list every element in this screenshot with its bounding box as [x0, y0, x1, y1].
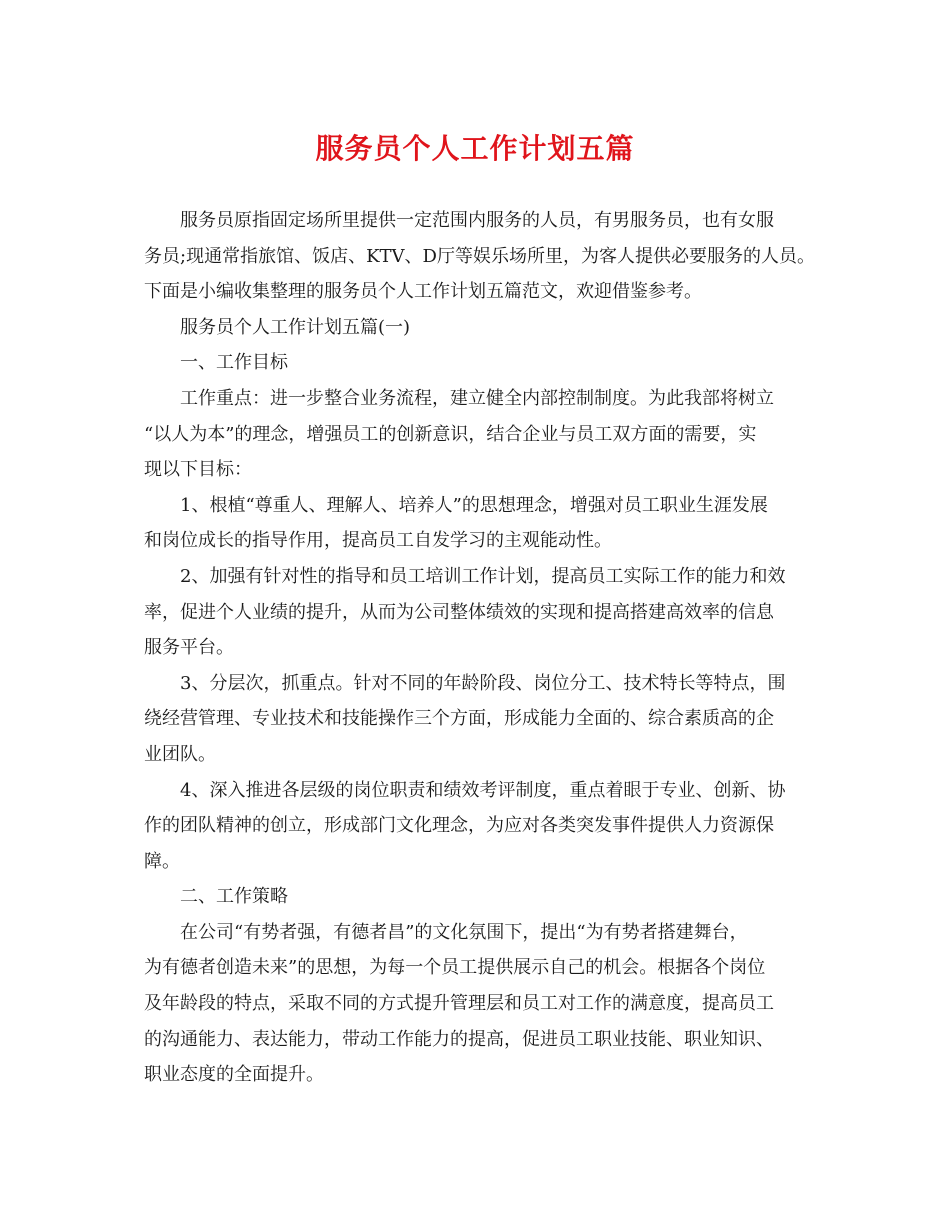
paragraph-line: 1、根植“尊重人、理解人、培养人”的思想理念，增强对员工职业生涯发展	[180, 494, 768, 516]
paragraph-line: 一、工作目标	[180, 352, 288, 374]
paragraph-line: 服务平台。	[144, 637, 234, 659]
paragraph-line: 的沟通能力、表达能力，带动工作能力的提高，促进员工职业技能、职业知识、	[144, 1028, 774, 1050]
paragraph	[144, 381, 819, 488]
paragraph-line: 绕经营管理、专业技术和技能操作三个方面，形成能力全面的、综合素质高的企	[144, 708, 774, 730]
paragraph-line: 障。	[144, 850, 180, 872]
paragraph-line: 现以下目标：	[144, 459, 252, 481]
paragraph-line: 及年龄段的特点，采取不同的方式提升管理层和员工对工作的满意度，提高员工	[144, 993, 774, 1015]
paragraph-line: 下面是小编收集整理的服务员个人工作计划五篇范文，欢迎借鉴参考。	[144, 281, 702, 303]
document-title: 服务员个人工作计划五篇	[315, 132, 635, 165]
document-body	[144, 203, 819, 1093]
paragraph-line: 业团队。	[144, 743, 216, 765]
paragraph-line: 2、加强有针对性的指导和员工培训工作计划，提高员工实际工作的能力和效	[180, 565, 786, 587]
paragraph	[144, 559, 819, 666]
paragraph-line: 工作重点：进一步整合业务流程，建立健全内部控制制度。为此我部将树立	[180, 387, 774, 409]
paragraph-line: 和岗位成长的指导作用，提高员工自发学习的主观能动性。	[144, 530, 612, 552]
paragraph	[144, 773, 819, 880]
paragraph	[144, 488, 819, 559]
paragraph-line: 率，促进个人业绩的提升，从而为公司整体绩效的实现和提高搭建高效率的信息	[144, 601, 774, 623]
paragraph	[144, 345, 819, 381]
paragraph	[144, 915, 819, 1093]
paragraph-line: 为有德者创造未来”的思想，为每一个员工提供展示自己的机会。根据各个岗位	[144, 957, 766, 979]
paragraph	[144, 310, 819, 346]
paragraph	[144, 879, 819, 915]
paragraph-line: 职业态度的全面提升。	[144, 1064, 324, 1086]
paragraph-line: 3、分层次，抓重点。针对不同的年龄阶段、岗位分工、技术特长等特点，围	[180, 672, 786, 694]
paragraph-line: 务员;现通常指旅馆、饭店、KTV、D厅等娱乐场所里，为客人提供必要服务的人员。	[144, 245, 815, 267]
paragraph-line: 二、工作策略	[180, 886, 288, 908]
paragraph-line: 服务员原指固定场所里提供一定范围内服务的人员，有男服务员，也有女服	[180, 210, 774, 231]
paragraph-line: 服务员个人工作计划五篇(一)	[180, 316, 411, 338]
paragraph-line: 在公司“有势者强，有德者昌”的文化氛围下，提出“为有势者搭建舞台，	[180, 921, 748, 943]
paragraph	[144, 666, 819, 773]
paragraph-line: 作的团队精神的创立，形成部门文化理念，为应对各类突发事件提供人力资源保	[144, 815, 774, 837]
paragraph-line: 4、深入推进各层级的岗位职责和绩效考评制度，重点着眼于专业、创新、协	[180, 779, 786, 801]
paragraph-line: “以人为本”的理念，增强员工的创新意识，结合企业与员工双方面的需要，实	[144, 423, 757, 445]
paragraph	[144, 203, 819, 310]
